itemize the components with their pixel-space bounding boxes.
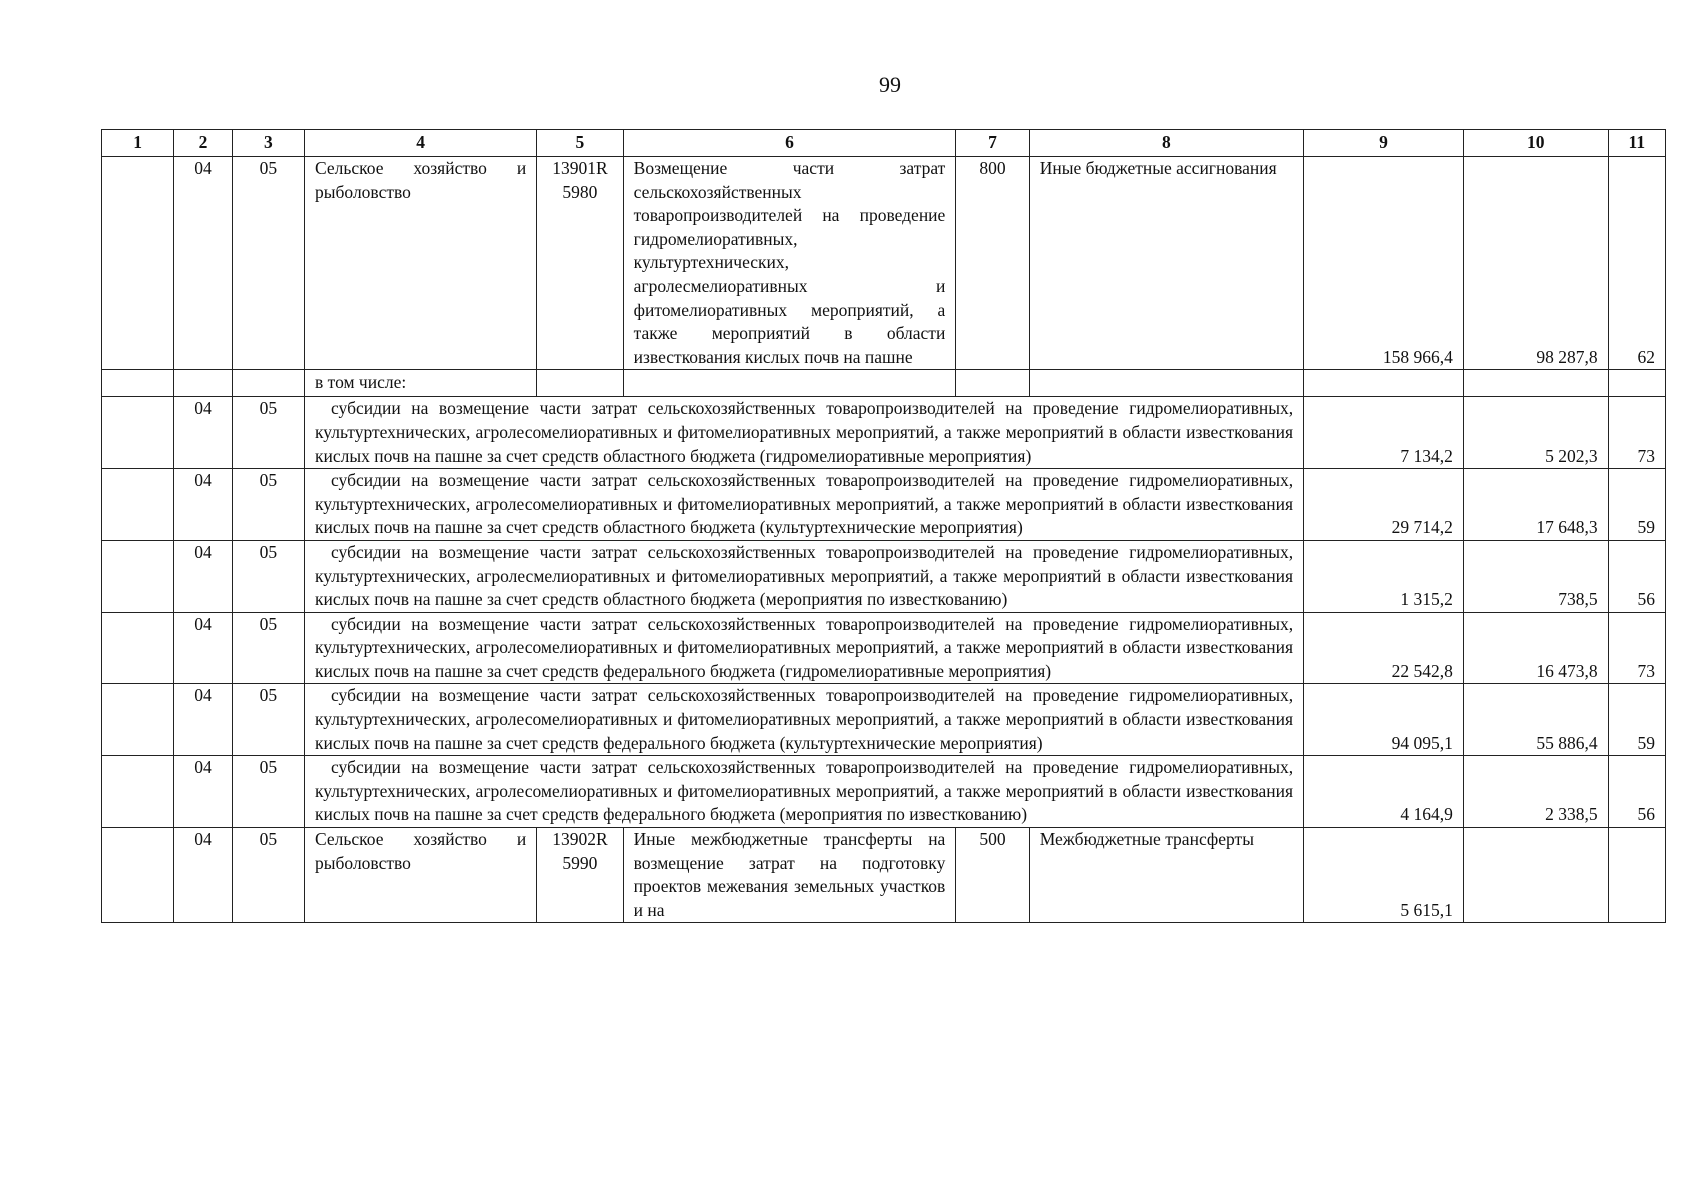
cell-section-name: Сельское хозяйство и рыболовство [305,157,537,370]
including-label: в том числе: [305,370,537,397]
cell-amount-planned: 94 095,1 [1304,684,1464,756]
subsidy-text: субсидии на возмещение части затрат сельскохозяйственных товаропроизводителей на проведение гидромелиоративных, культуртехнических, агролесомелиоративных и фитомелиоративных мероприятий, а также мероприятий в области известкования кислых почв на пашне за счет средств федерального бюджета (культуртехнические мероприятия) [315,685,1294,753]
cell-subsection: 05 [232,540,304,612]
target-code-part2: 5980 [562,181,598,202]
target-code-part2: 5990 [562,852,598,873]
subsidy-text: субсидии на возмещение части затрат сельскохозяйственных товаропроизводителей на проведение гидромелиоративных, культуртехнических, агролесомелиоративных и фитомелиоративных мероприятий, а также мероприятий в области известкования кислых почв на пашне за счет средств федерального бюджета (мероприятия по известкованию) [315,757,1294,825]
header-cell-5: 5 [537,130,623,157]
cell-amount-planned: 4 164,9 [1304,756,1464,828]
cell-subsection: 05 [232,157,304,370]
cell-percent: 59 [1608,684,1665,756]
cell-amount-executed: 55 886,4 [1463,684,1608,756]
cell-empty [537,370,623,397]
cell-percent [1608,828,1665,923]
cell-subsidy-text [305,469,1304,541]
table-row-including [102,370,1666,397]
header-cell-1: 1 [102,130,174,157]
header-cell-6: 6 [623,130,956,157]
subsidy-text: субсидии на возмещение части затрат сельскохозяйственных товаропроизводителей на проведение гидромелиоративных, культуртехнических, агролесомелиоративных и фитомелиоративных мероприятий, а также мероприятий в области известкования кислых почв на пашне за счет средств федерального бюджета (гидромелиоративные мероприятия) [315,613,1294,681]
header-cell-4: 4 [305,130,537,157]
cell-amount-executed: 17 648,3 [1463,469,1608,541]
table-row-subsidy [102,397,1666,469]
cell-expense-name: Возмещение части затрат сельскохозяйственных товаропроизводителей на проведение гидромелиоративных, культуртехнических, агролесмелиоративных и фитомелиоративных мероприятий, а также мероприятий в области известкования кислых почв на пашне [623,157,956,370]
table-row-subsidy [102,469,1666,541]
cell-empty [1608,370,1665,397]
table-row-subsidy [102,540,1666,612]
header-cell-3: 3 [232,130,304,157]
cell-section: 04 [174,828,232,923]
cell-subsection: 05 [232,612,304,684]
cell-empty [232,370,304,397]
cell-empty [174,370,232,397]
cell-empty [1029,370,1303,397]
table-row-subsidy [102,756,1666,828]
subsidy-text: субсидии на возмещение части затрат сельскохозяйственных товаропроизводителей на проведение гидромелиоративных, культуртехнических, агролесомелиоративных и фитомелиоративных мероприятий, а также мероприятий в области известкования кислых почв на пашне за счет средств областного бюджета (культуртехнические мероприятия) [315,470,1294,538]
cell-empty [102,370,174,397]
cell-empty [102,397,174,469]
cell-amount-executed: 2 338,5 [1463,756,1608,828]
cell-percent: 56 [1608,756,1665,828]
cell-section-name: Сельское хозяйство и рыболовство [305,828,537,923]
cell-percent: 56 [1608,540,1665,612]
cell-amount-planned: 7 134,2 [1304,397,1464,469]
subsidy-text: субсидии на возмещение части затрат сельскохозяйственных товаропроизводителей на проведение гидромелиоративных, культуртехнических, агролесмелиоративных и фитомелиоративных мероприятий, а также мероприятий в области известкования кислых почв на пашне за счет средств областного бюджета (мероприятия по известкованию) [315,541,1294,610]
cell-subsidy-text [305,540,1304,612]
cell-expense-type: 800 [956,157,1029,370]
page-number: 99 [879,72,901,97]
target-code-part1: 13901R [552,158,608,178]
cell-subsection: 05 [232,469,304,541]
cell-section: 04 [174,397,232,469]
cell-section: 04 [174,612,232,684]
header-row [102,130,1666,157]
cell-percent: 62 [1608,157,1665,370]
header-cell-11: 11 [1608,130,1665,157]
cell-empty [102,469,174,541]
cell-amount-planned: 158 966,4 [1304,157,1464,370]
cell-subsidy-text [305,397,1304,469]
cell-c1 [102,828,174,923]
cell-percent: 73 [1608,612,1665,684]
header-cell-7: 7 [956,130,1029,157]
cell-subsection: 05 [232,756,304,828]
cell-target-code [537,828,623,923]
cell-section: 04 [174,684,232,756]
cell-amount-executed: 5 202,3 [1463,397,1608,469]
table-row-subsidy [102,612,1666,684]
cell-expense-type: 500 [956,828,1029,923]
cell-empty [102,756,174,828]
cell-percent: 73 [1608,397,1665,469]
table-row-last [102,828,1666,923]
cell-empty [1304,370,1464,397]
cell-empty [1463,370,1608,397]
cell-amount-planned: 5 615,1 [1304,828,1464,923]
cell-empty [102,540,174,612]
header-cell-9: 9 [1304,130,1464,157]
cell-section: 04 [174,469,232,541]
cell-expense-name: Иные межбюджетные трансферты на возмещение затрат на подготовку проектов межевания земельных участков и на [623,828,956,923]
cell-amount-executed [1463,828,1608,923]
cell-amount-executed: 738,5 [1463,540,1608,612]
cell-section: 04 [174,540,232,612]
cell-empty [102,684,174,756]
cell-target-code [537,157,623,370]
cell-c1 [102,157,174,370]
cell-subsidy-text [305,684,1304,756]
target-code-part1: 13902R [552,829,608,850]
cell-subsidy-text [305,756,1304,828]
cell-empty [102,612,174,684]
header-cell-2: 2 [174,130,232,157]
cell-section: 04 [174,157,232,370]
table-row-main [102,157,1666,370]
cell-subsection: 05 [232,684,304,756]
cell-amount-executed: 98 287,8 [1463,157,1608,370]
cell-empty [956,370,1029,397]
budget-table [101,129,1666,923]
table-row-subsidy [102,684,1666,756]
cell-percent: 59 [1608,469,1665,541]
cell-expense-type-name: Иные бюджетные ассигнования [1029,157,1303,370]
cell-section: 04 [174,756,232,828]
cell-subsection: 05 [232,828,304,923]
cell-amount-planned: 22 542,8 [1304,612,1464,684]
cell-expense-type-name: Межбюджетные трансферты [1029,828,1303,923]
cell-amount-executed: 16 473,8 [1463,612,1608,684]
cell-subsidy-text [305,612,1304,684]
header-cell-8: 8 [1029,130,1303,157]
cell-subsection: 05 [232,397,304,469]
cell-amount-planned: 1 315,2 [1304,540,1464,612]
cell-amount-planned: 29 714,2 [1304,469,1464,541]
header-cell-10: 10 [1463,130,1608,157]
cell-empty [623,370,956,397]
subsidy-text: субсидии на возмещение части затрат сельскохозяйственных товаропроизводителей на проведение гидромелиоративных, культуртехнических, агролесомелиоративных и фитомелиоративных мероприятий, а также мероприятий в области известкования кислых почв на пашне за счет средств областного бюджета (гидромелиоративные мероприятия) [315,398,1294,466]
